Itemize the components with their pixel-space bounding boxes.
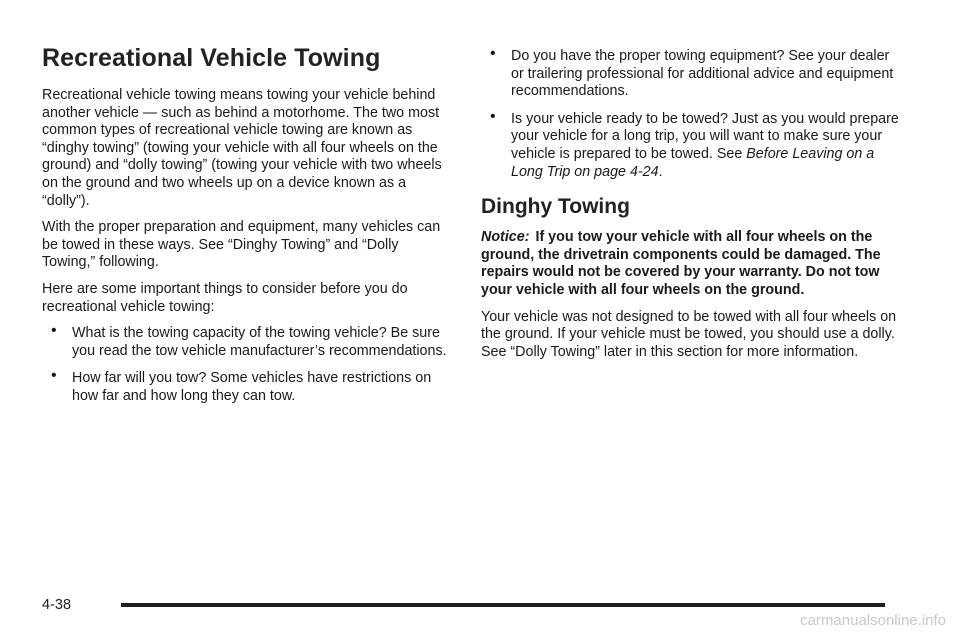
list-item-text: Do you have the proper towing equipment? See your dealer or trailering professional for additional advice and equipment recommendations. (511, 48, 894, 100)
notice-text: If you tow your vehicle with all four wheels on the ground, the drivetrain components could be damaged. The repairs would not be covered by your warranty. Do not tow your vehicle with all four wheels on the ground. (481, 229, 881, 298)
notice-paragraph (481, 229, 901, 299)
left-column (42, 44, 450, 416)
list-item-text: How far will you tow? Some vehicles have restrictions on how far and how long they can tow. (72, 370, 432, 404)
considerations-list (42, 322, 450, 405)
cross-reference-link[interactable]: Before Leaving on a Long Trip on page 4-24 (511, 145, 875, 180)
section-heading: Dinghy Towing (481, 195, 630, 219)
preparation-paragraph: With the proper preparation and equipment, many vehicles can be towed in these ways. See “Dinghy Towing” and “Dolly Towing,” following. (42, 219, 441, 271)
list-item-end: . (658, 163, 663, 180)
bullet-icon: • (490, 45, 496, 62)
considerations-paragraph: Here are some important things to consider before you do recreational vehicle towing: (42, 280, 408, 315)
footer-divider (121, 603, 885, 607)
notice-label: Notice: (481, 229, 530, 246)
list-item (481, 107, 901, 181)
bullet-icon: • (490, 107, 496, 125)
list-item (42, 367, 450, 405)
considerations-list-continued (481, 45, 901, 181)
list-item (481, 45, 901, 101)
watermark: carmanualsonline.info (800, 612, 946, 629)
list-item-text: Is your vehicle ready to be towed? Just as you would prepare your vehicle for a long trip, you will want to make sure your vehicle is prepared to be towed. See (511, 110, 899, 162)
bullet-icon: • (51, 367, 57, 385)
intro-paragraph: Recreational vehicle towing means towing your vehicle behind another vehicle — such as behind a motorhome. The two most common types of recreational vehicle towing are known as “dinghy towing” (towing your vehicle with all four wheels on the ground) and “dolly towing” (towing your vehicle with two wheels on the ground and two wheels up on a device known as a “dolly”). (42, 87, 442, 209)
page-title: Recreational Vehicle Towing (42, 44, 381, 72)
list-item (42, 322, 450, 360)
list-item-text: What is the towing capacity of the towing vehicle? Be sure you read the tow vehicle manufacturer’s recommendations. (72, 325, 447, 359)
page-number: 4-38 (42, 597, 72, 613)
right-column (481, 45, 901, 370)
dinghy-paragraph: Your vehicle was not designed to be towed with all four wheels on the ground. If your vehicle must be towed, you should use a dolly. See “Dolly Towing” later in this section for more information. (481, 308, 897, 360)
bullet-icon: • (51, 322, 57, 340)
